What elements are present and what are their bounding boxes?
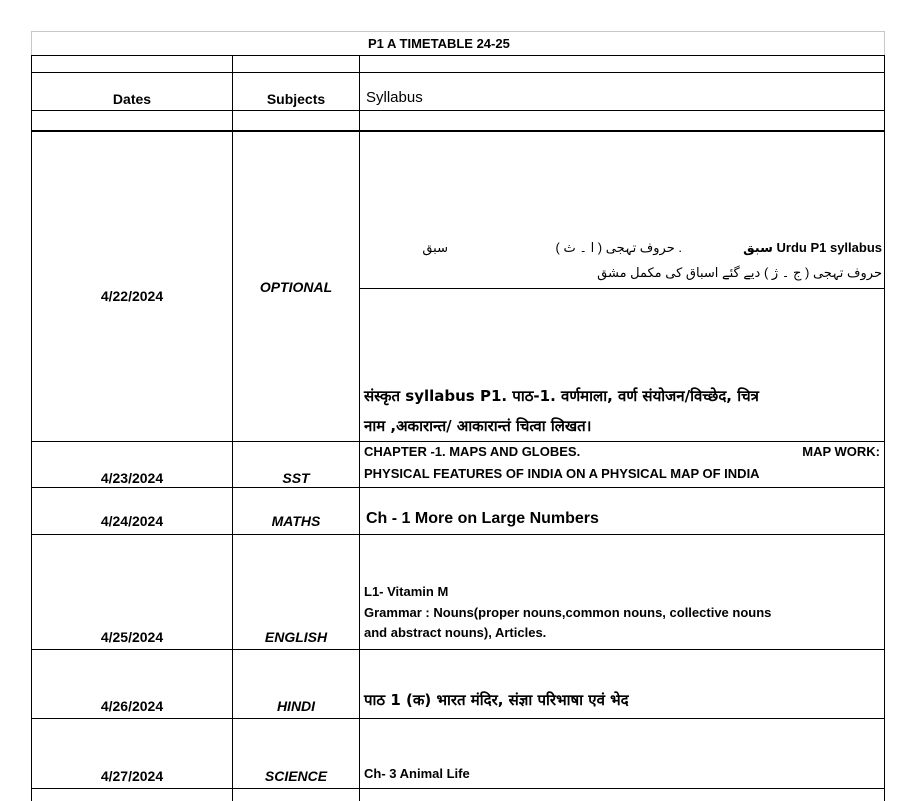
- header-syllabus: Syllabus: [366, 89, 423, 106]
- table-row-subject: [233, 466, 359, 488]
- header-subjects-label: Subjects: [266, 91, 326, 107]
- row-border: [31, 441, 885, 442]
- subject-cell: SST: [282, 470, 310, 486]
- date-cell: 4/22/2024: [100, 288, 164, 304]
- table-row-subject: [233, 275, 359, 297]
- science-syllabus-line1: Ch- 3 Animal Life: [364, 766, 470, 781]
- english-syllabus-line1: L1- Vitamin M: [364, 584, 449, 599]
- subject-cell: OPTIONAL: [259, 279, 333, 295]
- subject-cell: MATHS: [271, 513, 321, 529]
- table-row-date: [32, 625, 232, 647]
- column-border: [884, 55, 885, 801]
- sst-syllabus-line1: CHAPTER -1. MAPS AND GLOBES.: [364, 444, 581, 459]
- sst-syllabus-line2: PHYSICAL FEATURES OF INDIA ON A PHYSICAL MAP OF INDIA: [364, 466, 760, 481]
- row-border: [31, 718, 885, 719]
- gridline: [31, 31, 884, 32]
- row-border: [31, 110, 885, 111]
- sanskrit-syllabus-line1: संस्कृत syllabus P1. पाठ-1. वर्णमाला, वर्ण संयोजन/विच्छेद, चित्र: [364, 387, 759, 405]
- table-row-date: [32, 509, 232, 531]
- column-border: [31, 55, 32, 801]
- header-dates-label: Dates: [112, 91, 152, 107]
- hindi-syllabus-line1: पाठ 1 (क) भारत मंदिर, संज्ञा परिभाषा एवं भेद: [364, 691, 629, 709]
- english-syllabus-line3: and abstract nouns), Articles.: [364, 625, 547, 640]
- urdu-syllabus-part-c: سبق: [422, 240, 448, 255]
- subject-cell: HINDI: [276, 698, 316, 714]
- english-syllabus-line2: Grammar : Nouns(proper nouns,common nouns, collective nouns: [364, 605, 772, 620]
- maths-syllabus-line1: Ch - 1 More on Large Numbers: [366, 510, 599, 527]
- table-row-subject: [233, 509, 359, 531]
- row-border: [31, 55, 885, 56]
- date-cell: 4/27/2024: [100, 768, 164, 784]
- date-cell: 4/25/2024: [100, 629, 164, 645]
- subject-cell: SCIENCE: [264, 768, 328, 784]
- urdu-syllabus-line2: حروف تہجی ( ج ۔ ژ ) دیے گئے اسباق کی مکمل مشق: [597, 265, 882, 280]
- urdu-syllabus-part-a: Urdu P1 syllabus سبق: [743, 240, 882, 255]
- column-border: [359, 55, 360, 801]
- sanskrit-syllabus-line2: नाम ,अकारान्त/ आकारान्तं चित्वा लिखत।: [364, 417, 592, 435]
- header-subjects: [233, 87, 359, 109]
- row-border: [31, 534, 885, 535]
- date-cell: 4/24/2024: [100, 513, 164, 529]
- column-border: [232, 55, 233, 801]
- gridline: [31, 31, 32, 55]
- header-dates: [32, 87, 232, 109]
- table-row-date: [32, 466, 232, 488]
- row-border: [31, 131, 885, 132]
- page-title: P1 A TIMETABLE 24-25: [368, 36, 510, 51]
- date-cell: 4/23/2024: [100, 470, 164, 486]
- row-border: [31, 72, 885, 73]
- table-row-date: [32, 284, 232, 306]
- date-cell: 4/26/2024: [100, 698, 164, 714]
- table-row-subject: [233, 694, 359, 716]
- table-row-date: [32, 764, 232, 786]
- row-border: [31, 649, 885, 650]
- table-row-subject: [233, 625, 359, 647]
- sst-syllabus-mapwork: MAP WORK:: [802, 444, 880, 459]
- table-row-subject: [233, 764, 359, 786]
- row-border: [359, 288, 885, 289]
- urdu-syllabus-part-b: . حروف تہجی ( ا ۔ ث ): [555, 240, 682, 255]
- gridline: [884, 31, 885, 55]
- urdu-syllabus-line1: [743, 240, 882, 256]
- table-row-date: [32, 694, 232, 716]
- subject-cell: ENGLISH: [264, 629, 328, 645]
- row-border: [31, 788, 885, 789]
